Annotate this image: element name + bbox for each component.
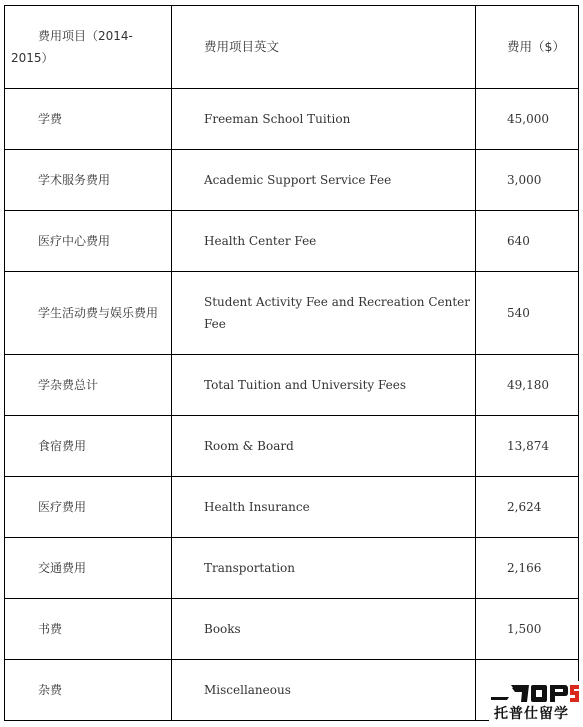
row-amount: 2,166 (476, 538, 579, 599)
table-row (5, 272, 579, 355)
table-header-row (5, 6, 579, 89)
row-item-zh: 杂费 (5, 660, 172, 721)
table-row (5, 355, 579, 416)
row-amount: 49,180 (476, 355, 579, 416)
tops-logo-graphic (491, 683, 579, 702)
table-row (5, 150, 579, 211)
tops-watermark-logo (489, 681, 583, 725)
row-item-zh: 学生活动费与娱乐费用 (5, 272, 172, 355)
row-item-en: Books (172, 599, 476, 660)
header-item-zh: 费用项目（2014-2015） (5, 6, 172, 89)
row-item-zh: 学费 (5, 89, 172, 150)
table-row (5, 538, 579, 599)
row-amount: 540 (476, 272, 579, 355)
row-amount: 45,000 (476, 89, 579, 150)
row-item-en: Health Center Fee (172, 211, 476, 272)
row-item-zh: 医疗费用 (5, 477, 172, 538)
row-item-en: Academic Support Service Fee (172, 150, 476, 211)
table-row (5, 599, 579, 660)
row-item-zh: 学术服务费用 (5, 150, 172, 211)
row-item-en: Room & Board (172, 416, 476, 477)
row-item-zh: 食宿费用 (5, 416, 172, 477)
row-item-en: Health Insurance (172, 477, 476, 538)
table-row (5, 211, 579, 272)
row-amount: 13,874 (476, 416, 579, 477)
row-amount: 1,500 (476, 599, 579, 660)
row-amount: 3,000 (476, 150, 579, 211)
table-row (5, 477, 579, 538)
row-item-zh: 学杂费总计 (5, 355, 172, 416)
row-item-zh: 书费 (5, 599, 172, 660)
header-amount: 费用（$） (476, 6, 579, 89)
row-item-en: Miscellaneous (172, 660, 476, 721)
header-item-en: 费用项目英文 (172, 6, 476, 89)
row-item-en: Total Tuition and University Fees (172, 355, 476, 416)
tops-logo-name: 托普仕留学 (494, 706, 569, 722)
table-row (5, 416, 579, 477)
row-item-en: Transportation (172, 538, 476, 599)
fees-table (4, 5, 579, 721)
row-item-en: Freeman School Tuition (172, 89, 476, 150)
row-item-zh: 交通费用 (5, 538, 172, 599)
table-row (5, 89, 579, 150)
row-amount: 640 (476, 211, 579, 272)
row-amount: 2,624 (476, 477, 579, 538)
row-item-zh: 医疗中心费用 (5, 211, 172, 272)
row-item-en: Student Activity Fee and Recreation Center Fee (172, 272, 476, 355)
